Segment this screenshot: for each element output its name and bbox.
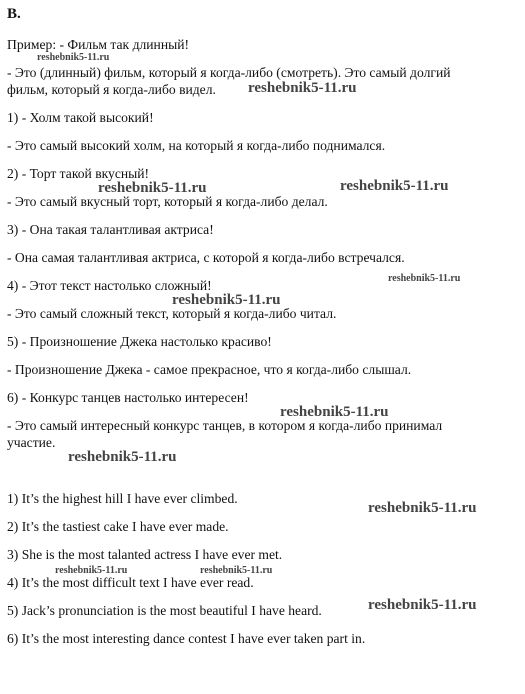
english-answer-5: 5) Jack’s pronunciation is the most beautiful I have heard. bbox=[7, 603, 322, 618]
item-2-prompt: 2) - Торт такой вкусный! bbox=[7, 166, 150, 181]
english-answer-6: 6) It’s the most interesting dance contest I have ever taken part in. bbox=[7, 631, 366, 646]
example-answer-line2: фильм, который я когда-либо видел. bbox=[7, 82, 216, 97]
example-prompt: Пример: - Фильм так длинный! bbox=[7, 37, 190, 52]
watermark: reshebnik5-11.ru bbox=[68, 449, 177, 465]
english-answer-2: 2) It’s the tastiest cake I have ever made. bbox=[7, 519, 229, 534]
english-answer-1: 1) It’s the highest hill I have ever climbed. bbox=[7, 491, 238, 506]
item-5-prompt: 5) - Произношение Джека настолько красиво! bbox=[7, 334, 272, 349]
item-2-answer: - Это самый вкусный торт, который я когда-либо делал. bbox=[7, 194, 328, 209]
watermark: reshebnik5-11.ru bbox=[200, 565, 273, 576]
item-3-prompt: 3) - Она такая талантливая актриса! bbox=[7, 222, 214, 237]
watermark: reshebnik5-11.ru bbox=[388, 273, 461, 284]
watermark: reshebnik5-11.ru bbox=[248, 80, 357, 96]
item-4-prompt: 4) - Этот текст настолько сложный! bbox=[7, 278, 212, 293]
item-1-answer: - Это самый высокий холм, на который я когда-либо поднимался. bbox=[7, 138, 386, 153]
watermark: reshebnik5-11.ru bbox=[368, 597, 477, 613]
watermark: reshebnik5-11.ru bbox=[37, 52, 110, 63]
item-5-answer: - Произношение Джека - самое прекрасное, что я когда-либо слышал. bbox=[7, 362, 412, 377]
item-6-prompt: 6) - Конкурс танцев настолько интересен! bbox=[7, 390, 249, 405]
item-3-answer: - Она самая талантливая актриса, с которой я когда-либо встречался. bbox=[7, 250, 405, 265]
watermark: reshebnik5-11.ru bbox=[55, 565, 128, 576]
watermark: reshebnik5-11.ru bbox=[172, 292, 281, 308]
exercise-heading: B. bbox=[7, 6, 21, 22]
english-answer-4: 4) It’s the most difficult text I have ever read. bbox=[7, 575, 254, 590]
watermark: reshebnik5-11.ru bbox=[280, 404, 389, 420]
item-1-prompt: 1) - Холм такой высокий! bbox=[7, 110, 154, 125]
english-answer-3: 3) She is the most talanted actress I have ever met. bbox=[7, 547, 283, 562]
watermark: reshebnik5-11.ru bbox=[340, 178, 449, 194]
item-4-answer: - Это самый сложный текст, который я когда-либо читал. bbox=[7, 306, 337, 321]
item-6-answer-line2: участие. bbox=[7, 435, 56, 450]
watermark: reshebnik5-11.ru bbox=[98, 180, 207, 196]
item-6-answer-line1: - Это самый интересный конкурс танцев, в котором я когда-либо принимал bbox=[7, 418, 443, 433]
watermark: reshebnik5-11.ru bbox=[368, 500, 477, 516]
example-answer-line1: - Это (длинный) фильм, который я когда-либо (смотреть). Это самый долгий bbox=[7, 65, 451, 80]
